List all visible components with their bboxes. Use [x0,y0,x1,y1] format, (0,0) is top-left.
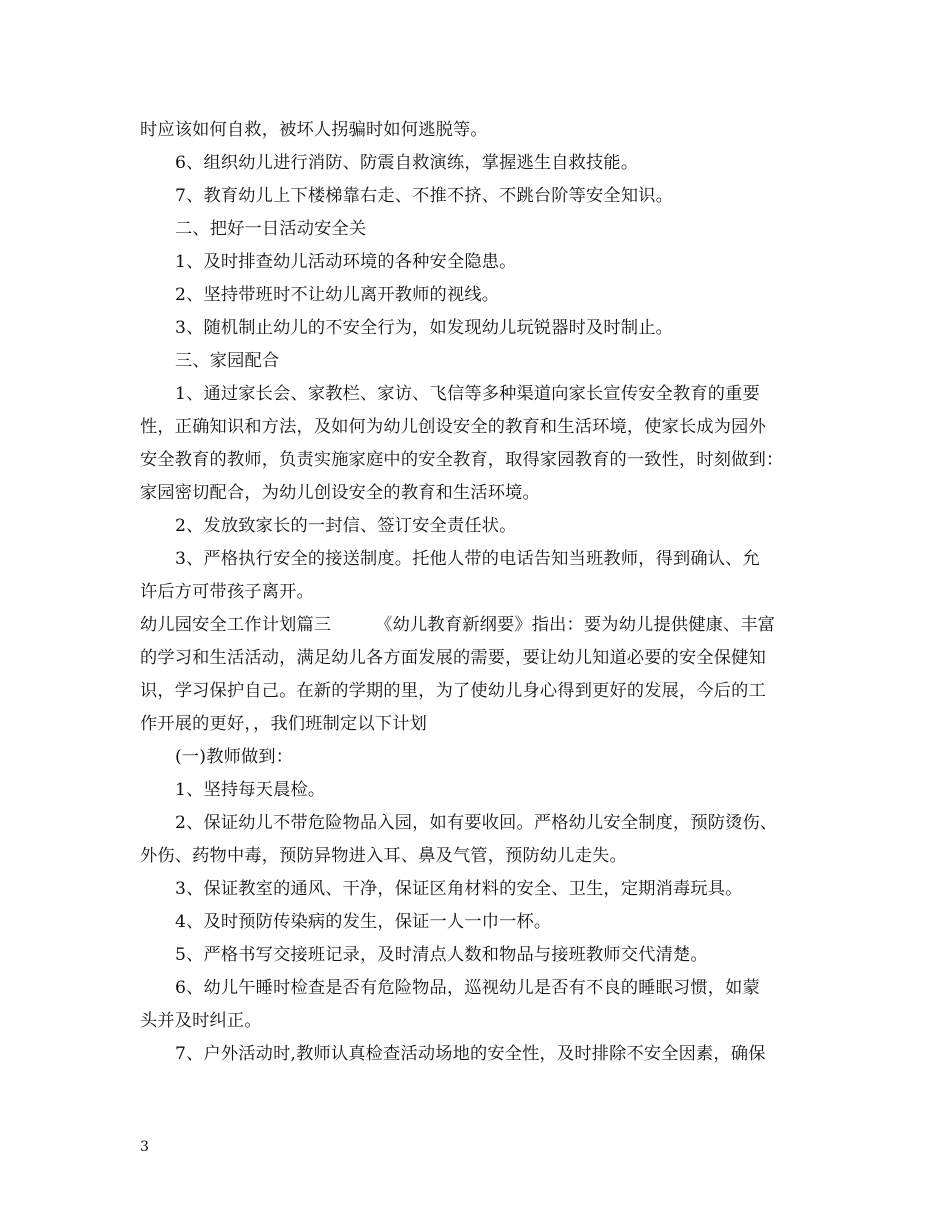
paragraph-line: 3、严格执行安全的接送制度。托他人带的电话告知当班教师，得到确认、允 [175,549,760,569]
paragraph-line: 许后方可带孩子离开。 [140,582,314,602]
list-item-text: 7、教育幼儿上下楼梯靠右走、不推不挤、不跳台阶等安全知识。 [175,186,673,206]
list-item-text: 6、组织幼儿进行消防、防震自救演练，掌握逃生自救技能。 [175,153,639,173]
list-item-text: 2、坚持带班时不让幼儿离开教师的视线。 [175,285,500,305]
section-heading: 三、家园配合 [175,351,280,371]
list-item-text: 1、及时排查幼儿活动环境的各种安全隐患。 [175,252,517,272]
list-item-text: 2、发放致家长的一封信、签订安全责任状。 [175,516,517,536]
list-item-text: 7、户外活动时,教师认真检查活动场地的安全性，及时排除不安全因素，确保 [175,1044,766,1064]
paragraph-line: 安全教育的教师，负责实施家庭中的安全教育，取得家园教育的一致性，时刻做到： [140,450,784,470]
section-heading: 二、把好一日活动安全关 [175,219,367,239]
paragraph-line: 家园密切配合，为幼儿创设安全的教育和生活环境。 [140,483,540,503]
intro-text: 《幼儿教育新纲要》指出：要为幼儿提供健康、丰富 [375,615,776,635]
page-number: 3 [140,1139,149,1155]
document-title: 幼儿园安全工作计划篇三 [140,615,332,635]
list-item-text: 3、保证教室的通风、干净，保证区角材料的安全、卫生，定期消毒玩具。 [175,879,743,899]
list-item-text: 3、随机制止幼儿的不安全行为，如发现幼儿玩锐器时及时制止。 [175,318,673,338]
paragraph-line: 1、通过家长会、家教栏、家访、飞信等多种渠道向家长宣传安全教育的重要 [175,384,760,404]
list-item-text: 4、及时预防传染病的发生，保证一人一巾一杯。 [175,912,552,932]
section-heading: (一)教师做到： [175,747,294,767]
document-body [140,116,820,1073]
list-item-text: 1、坚持每天晨检。 [175,780,326,800]
list-item-text: 5、严格书写交接班记录，及时清点人数和物品与接班教师交代清楚。 [175,945,708,965]
paragraph-line: 性，正确知识和方法，及如何为幼儿创设安全的教育和生活环境，使家长成为园外 [140,417,766,437]
paragraph-line: 的学习和生活活动，满足幼儿各方面发展的需要，要让幼儿知道必要的安全保健知 [140,648,766,668]
list-item-text: 头并及时纠正。 [140,1011,262,1031]
paragraph-line: 作开展的更好，，我们班制定以下计划 [140,714,427,734]
list-item-text: 2、保证幼儿不带危险物品入园，如有要收回。严格幼儿安全制度，预防烫伤、 [175,813,778,833]
list-item-text: 6、幼儿午睡时检查是否有危险物品，巡视幼儿是否有不良的睡眠习惯，如蒙 [175,978,760,998]
text-line: 时应该如何自救，被坏人拐骗时如何逃脱等。 [140,120,488,140]
list-item-text: 外伤、药物中毒，预防异物进入耳、鼻及气管，预防幼儿走失。 [140,846,627,866]
paragraph-line: 识，学习保护自己。在新的学期的里，为了使幼儿身心得到更好的发展，今后的工 [140,681,766,701]
paragraph-line-with-title [140,611,820,644]
